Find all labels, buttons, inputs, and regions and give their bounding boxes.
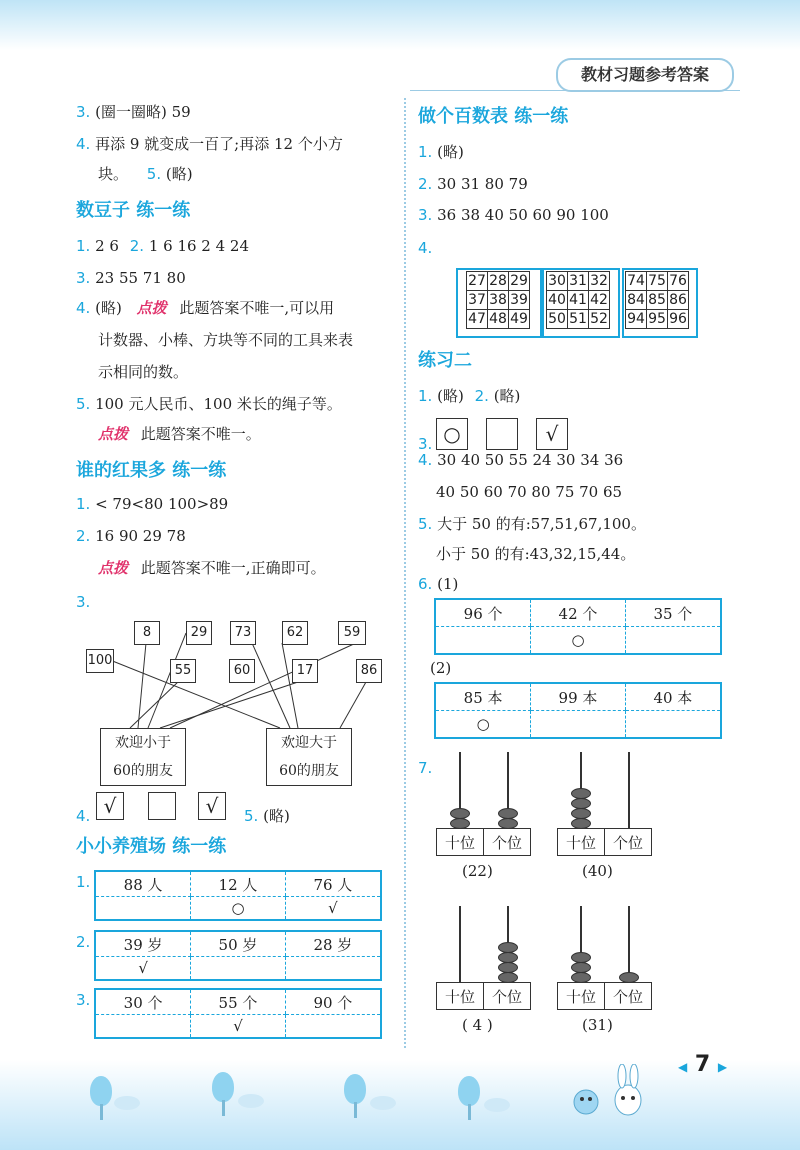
ones-bead: [498, 962, 518, 973]
grid-cell: 49: [510, 311, 528, 327]
answer-text: (略): [263, 807, 290, 825]
right-p6: [418, 574, 458, 594]
q3-num: [76, 990, 90, 1010]
grid-cell: 31: [569, 273, 587, 289]
item-number: 4.: [76, 807, 91, 825]
item-number: 5.: [418, 515, 433, 533]
table-cell: 50 岁: [191, 931, 286, 957]
answer-text: 30 40 50 55 24 30 34 36: [437, 451, 624, 469]
cartoon-animals-icon: [566, 1064, 656, 1124]
grid-cell: 52: [590, 311, 608, 327]
abacus-base: [436, 828, 531, 856]
section-title-farm: 小小养殖场 练一练: [76, 836, 227, 857]
box-less-than-60: [100, 728, 186, 786]
grid-cell: 39: [510, 292, 528, 308]
tip-label: 点拨: [98, 559, 129, 577]
item-number: 5.: [244, 807, 259, 825]
table-cell: √: [285, 897, 381, 921]
table-cell: [95, 897, 191, 921]
abacus-value: (40): [582, 862, 613, 880]
table-cell: 30 个: [95, 989, 191, 1015]
abacus-base: [436, 982, 531, 1010]
bush-icon: [238, 1094, 264, 1108]
grid-cell: 38: [489, 292, 507, 308]
grid-cell: 47: [468, 311, 486, 327]
section-title-beans: 数豆子 练一练: [76, 200, 191, 221]
table-cell: √: [191, 1015, 286, 1039]
num-box-59: 59: [338, 621, 366, 645]
right-r3: [418, 205, 609, 225]
bush-icon: [484, 1098, 510, 1112]
item-number: 5.: [76, 395, 91, 413]
left-s2e-5: [244, 806, 290, 826]
grid-table: [546, 271, 610, 329]
abacus-value: ( 4 ): [462, 1016, 493, 1034]
answer-mark-box: √: [198, 792, 226, 820]
hundred-grid-2: [542, 268, 620, 338]
answer-text: < 79<80 100>89: [95, 495, 229, 513]
table-cell: [191, 957, 286, 981]
table-cell: [625, 711, 721, 739]
tens-bead: [571, 798, 591, 809]
table-cell: [95, 1015, 191, 1039]
tens-bead: [571, 808, 591, 819]
ones-bead: [619, 972, 639, 983]
grid-cell: 85: [648, 292, 666, 308]
answer-mark-box: ○: [436, 418, 468, 450]
right-p5a: [418, 514, 646, 534]
abacus-rod: [628, 752, 630, 828]
tip-label: 点拨: [98, 425, 129, 443]
ones-label: 个位: [484, 829, 531, 856]
box-line: 60的朋友: [113, 763, 173, 779]
answer-text: (1): [437, 575, 459, 593]
item-number: 2.: [129, 237, 145, 255]
left-s1d: 计数器、小棒、方块等不同的工具来表: [98, 331, 354, 349]
line-86: [340, 682, 366, 728]
answer-text: 30 31 80 79: [437, 175, 528, 193]
grid-cell: 29: [510, 273, 528, 289]
table-cell: [285, 957, 381, 981]
grid-cell: 42: [590, 292, 608, 308]
tree-trunk: [222, 1100, 225, 1116]
tens-bead: [571, 962, 591, 973]
grid-cell: 51: [569, 311, 587, 327]
answer-text: 此题答案不唯一,正确即可。: [140, 559, 326, 577]
tens-label: 十位: [437, 983, 484, 1010]
grid-cell: 84: [627, 292, 645, 308]
answer-text: 此题答案不唯一,可以用: [179, 299, 335, 317]
tree-trunk: [468, 1104, 471, 1120]
ones-bead: [498, 972, 518, 983]
tens-bead: [571, 972, 591, 983]
box-line: 欢迎小于: [115, 735, 171, 751]
grid-table: [625, 271, 689, 329]
grid-cell: 50: [548, 311, 566, 327]
tens-bead: [571, 788, 591, 799]
grid-cell: 27: [468, 273, 486, 289]
line-8: [138, 643, 146, 728]
answer-text: 2 6: [95, 237, 119, 255]
item-number: 2.: [474, 387, 489, 405]
table-cell: 76 人: [285, 871, 381, 897]
grid-table: [466, 271, 530, 329]
right-p4b: 40 50 60 70 80 75 70 65: [436, 483, 623, 501]
page-number: [678, 1052, 727, 1077]
hundred-grid-1: [456, 268, 542, 338]
tens-label: 十位: [558, 829, 605, 856]
box-line: 60的朋友: [279, 763, 339, 779]
answer-table-1: [94, 870, 382, 921]
item-number: 4.: [418, 239, 433, 257]
right-p6-sub2: (2): [430, 659, 452, 677]
answer-text: (略): [437, 387, 464, 405]
answer-text: (略): [493, 387, 521, 405]
table-cell: 55 个: [191, 989, 286, 1015]
tens-bead: [450, 818, 470, 829]
abacus-base: [557, 982, 652, 1010]
grid-cell: 41: [569, 292, 587, 308]
q1-num: [76, 872, 90, 892]
bush-icon: [114, 1096, 140, 1110]
right-r2: [418, 174, 528, 194]
item-number: 1.: [76, 873, 91, 891]
tree-icon: [212, 1072, 234, 1102]
bush-icon: [370, 1096, 396, 1110]
tens-bead: [571, 818, 591, 829]
item-number: 3.: [418, 435, 433, 453]
header-tag: 教材习题参考答案: [556, 58, 734, 92]
left-s1e: 示相同的数。: [98, 363, 189, 381]
answer-text: 23 55 71 80: [95, 269, 186, 287]
num-box-100: 100: [86, 649, 114, 673]
box-greater-than-60: [266, 728, 352, 786]
table-cell: 28 岁: [285, 931, 381, 957]
item-number: 3.: [76, 593, 91, 611]
table-cell: ○: [476, 715, 490, 733]
num-box-73: 73: [230, 621, 256, 645]
num-box-17: 17: [292, 659, 318, 683]
table-cell: 39 岁: [95, 931, 191, 957]
answer-text: 大于 50 的有:57,51,67,100。: [437, 515, 646, 533]
tens-bead: [571, 952, 591, 963]
section-title-red-fruit: 谁的红果多 练一练: [76, 460, 227, 481]
num-box-55: 55: [170, 659, 196, 683]
answer-mark-box: √: [96, 792, 124, 820]
abacus-rod: [628, 906, 630, 982]
ones-bead: [498, 818, 518, 829]
num-box-62: 62: [282, 621, 308, 645]
answer-text: (略): [165, 165, 193, 183]
tree-icon: [344, 1074, 366, 1104]
ones-label: 个位: [484, 983, 531, 1010]
tens-bead: [450, 808, 470, 819]
abacus-value: (22): [462, 862, 493, 880]
right-p7: [418, 758, 432, 778]
abacus-base: [557, 828, 652, 856]
answer-mark-box: [486, 418, 518, 450]
tree-icon: [458, 1076, 480, 1106]
line-17: [160, 682, 298, 728]
ones-bead: [498, 952, 518, 963]
ones-label: 个位: [605, 983, 652, 1010]
tens-label: 十位: [558, 983, 605, 1010]
section-title-exercise-2: 练习二: [418, 350, 472, 371]
item-number: 3.: [76, 103, 91, 121]
grid-cell: 75: [648, 273, 666, 289]
grid-cell: 76: [669, 273, 687, 289]
prev-arrow-icon: ◀: [678, 1060, 688, 1074]
box-line: 欢迎大于: [281, 735, 337, 751]
grid-cell: 96: [669, 311, 687, 327]
grid-cell: 40: [548, 292, 566, 308]
item-number: 1.: [418, 143, 433, 161]
item-number: 3.: [418, 206, 433, 224]
right-r4: [418, 238, 432, 258]
answer-table-6-2: [434, 682, 722, 739]
item-number: 2.: [418, 175, 433, 193]
item-number: 4.: [76, 135, 91, 153]
table-cell: 12 人: [191, 871, 286, 897]
grid-cell: 37: [468, 292, 486, 308]
tree-trunk: [100, 1104, 103, 1120]
grid-cell: 95: [648, 311, 666, 327]
item-number: 1.: [76, 237, 91, 255]
left-s2e-num: [76, 806, 90, 826]
table-cell: ○: [191, 897, 286, 921]
right-p1: [418, 386, 520, 406]
num-box-29: 29: [186, 621, 212, 645]
num-box-86: 86: [356, 659, 382, 683]
table-cell: 88 人: [95, 871, 191, 897]
right-p5b: 小于 50 的有:43,32,15,44。: [436, 545, 636, 563]
table-cell: [531, 711, 626, 739]
answer-text: 再添 9 就变成一百了;再添 12 个小方: [95, 135, 343, 153]
answer-table-6-1: [434, 598, 722, 655]
grid-cell: 74: [627, 273, 645, 289]
table-cell: [625, 627, 721, 655]
q2-num: [76, 932, 90, 952]
item-number: 2.: [76, 933, 91, 951]
item-number: 6.: [418, 575, 433, 593]
page-number-text: 7: [694, 1052, 711, 1077]
right-r1: [418, 142, 464, 162]
answer-mark-box: [148, 792, 176, 820]
grid-cell: 28: [489, 273, 507, 289]
table-cell: ○: [531, 627, 626, 655]
answer-table-2: [94, 930, 382, 981]
item-number: 4.: [76, 299, 91, 317]
item-number: 1.: [418, 387, 433, 405]
table-cell: 85 本: [435, 683, 531, 711]
num-box-8: 8: [134, 621, 160, 645]
item-number: 3.: [76, 991, 91, 1009]
ones-bead: [498, 942, 518, 953]
tens-label: 十位: [437, 829, 484, 856]
grid-cell: 86: [669, 292, 687, 308]
ones-label: 个位: [605, 829, 652, 856]
answer-text: 块。: [98, 165, 129, 183]
table-cell: 40 本: [625, 683, 721, 711]
grid-cell: 94: [627, 311, 645, 327]
item-number: 2.: [76, 527, 91, 545]
table-cell: 42 个: [531, 599, 626, 627]
abacus-rod: [459, 906, 461, 982]
table-cell: 99 本: [531, 683, 626, 711]
hundred-grid-3: [622, 268, 698, 338]
answer-text: 此题答案不唯一。: [140, 425, 261, 443]
answer-text: (圈一圈略) 59: [95, 103, 191, 121]
next-arrow-icon: ▶: [717, 1060, 728, 1074]
answer-text: 16 90 29 78: [95, 527, 186, 545]
answer-text: (略): [437, 143, 464, 161]
table-cell: [285, 1015, 381, 1039]
line-55: [130, 680, 180, 728]
answer-text: (略): [95, 299, 122, 317]
table-cell: 90 个: [285, 989, 381, 1015]
table-cell: [435, 627, 531, 655]
answer-mark-box: √: [536, 418, 568, 450]
table-cell: 96 个: [435, 599, 531, 627]
grid-cell: 32: [590, 273, 608, 289]
answer-table-3: [94, 988, 382, 1039]
item-number: 1.: [76, 495, 91, 513]
tree-trunk: [354, 1102, 357, 1118]
tree-icon: [90, 1076, 112, 1106]
abacus-value: (31): [582, 1016, 613, 1034]
item-number: 5.: [146, 165, 162, 183]
item-number: 7.: [418, 759, 433, 777]
ones-bead: [498, 808, 518, 819]
table-cell: 35 个: [625, 599, 721, 627]
answer-text: 100 元人民币、100 米长的绳子等。: [95, 395, 342, 413]
item-number: 4.: [418, 451, 433, 469]
section-title-hundred-chart: 做个百数表 练一练: [418, 106, 569, 127]
answer-text: 1 6 16 2 4 24: [148, 237, 250, 255]
item-number: 3.: [76, 269, 91, 287]
table-cell: √: [138, 959, 148, 977]
right-p4a: [418, 450, 623, 470]
grid-cell: 48: [489, 311, 507, 327]
tip-label: 点拨: [136, 299, 167, 317]
num-box-60: 60: [229, 659, 255, 683]
answer-text: 36 38 40 50 60 90 100: [437, 206, 609, 224]
grid-cell: 30: [548, 273, 566, 289]
